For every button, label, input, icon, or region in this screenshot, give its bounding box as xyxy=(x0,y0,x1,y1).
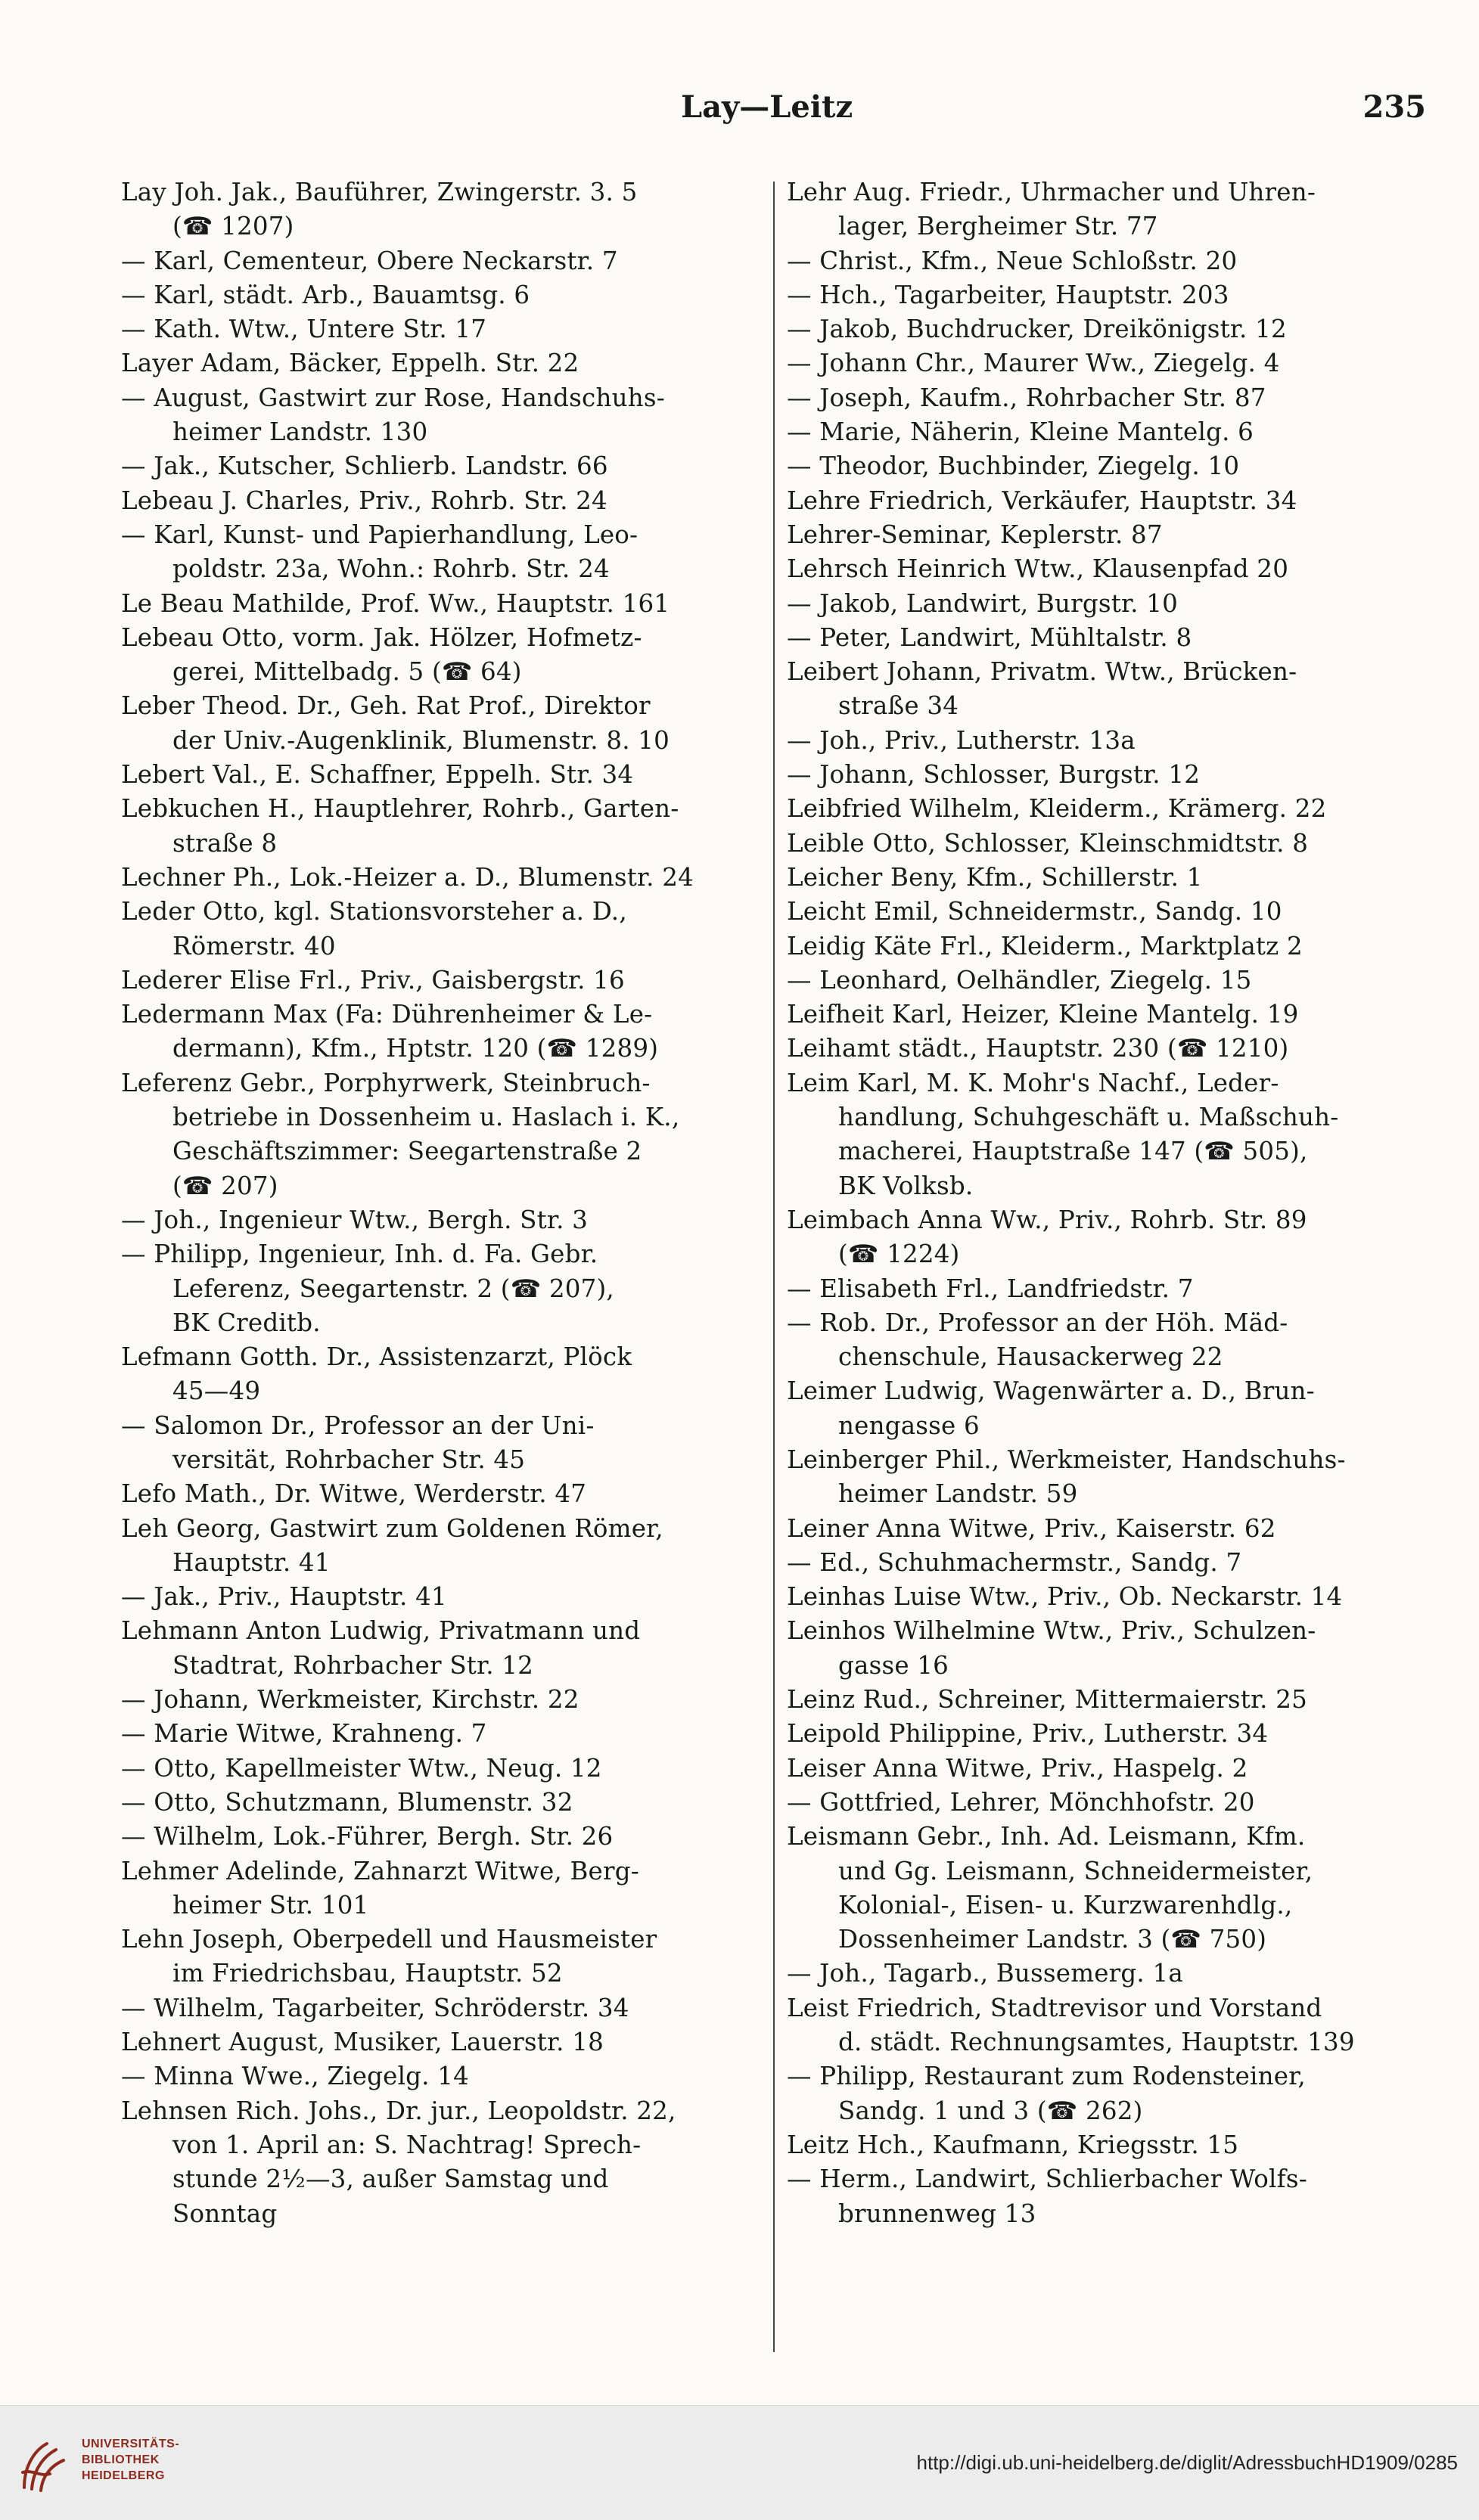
directory-entry-line: Lechner Ph., Lok.-Heizer a. D., Blumenstr. 24 xyxy=(121,862,694,892)
library-name-line: HEIDELBERG xyxy=(82,2469,165,2482)
source-url-link[interactable]: http://digi.ub.uni-heidelberg.de/diglit/AdressbuchHD1909/0285 xyxy=(916,2451,1458,2474)
directory-entry-line: Le Beau Mathilde, Prof. Ww., Hauptstr. 161 xyxy=(121,588,670,618)
directory-entry-line: Sonntag xyxy=(172,2199,278,2228)
directory-entry-line: lager, Bergheimer Str. 77 xyxy=(838,212,1158,241)
directory-entry-line: Leimbach Anna Ww., Priv., Rohrb. Str. 89 xyxy=(787,1205,1307,1234)
directory-entry-line: straße 8 xyxy=(172,828,278,858)
directory-entry-line: — Leonhard, Oelhändler, Ziegelg. 15 xyxy=(787,965,1252,995)
column-divider xyxy=(773,182,775,2352)
left-column xyxy=(121,175,764,2369)
directory-entry-line: — Otto, Schutzmann, Blumenstr. 32 xyxy=(121,1787,573,1817)
library-logo-icon xyxy=(17,2435,70,2495)
directory-entry-line: poldstr. 23a, Wohn.: Rohrb. Str. 24 xyxy=(172,554,610,584)
directory-entry-line: Leist Friedrich, Stadtrevisor und Vorstand xyxy=(787,1993,1322,2022)
directory-entry-line: Geschäftszimmer: Seegartenstraße 2 xyxy=(172,1137,642,1166)
directory-entry-line: — Minna Wwe., Ziegelg. 14 xyxy=(121,2062,469,2091)
directory-entry-line: Leicher Beny, Kfm., Schillerstr. 1 xyxy=(787,862,1203,892)
directory-entry-line: — Jak., Priv., Hauptstr. 41 xyxy=(121,1582,447,1612)
directory-entry-line: BK Volksb. xyxy=(838,1171,974,1200)
directory-entry-line: Leidig Käte Frl., Kleiderm., Marktplatz 2 xyxy=(787,931,1303,961)
directory-entry-line: Layer Adam, Bäcker, Eppelh. Str. 22 xyxy=(121,349,579,378)
directory-entry-line: Leinhos Wilhelmine Wtw., Priv., Schulzen- xyxy=(787,1616,1316,1646)
directory-entry-line: straße 34 xyxy=(838,691,959,721)
directory-entry-line: Lebeau Otto, vorm. Jak. Hölzer, Hofmetz- xyxy=(121,622,642,652)
directory-entry-line: Leiner Anna Witwe, Priv., Kaiserstr. 62 xyxy=(787,1513,1276,1543)
directory-entry-line: Leimer Ludwig, Wagenwärter a. D., Brun- xyxy=(787,1376,1315,1406)
directory-entry-line: — Wilhelm, Tagarbeiter, Schröderstr. 34 xyxy=(121,1993,629,2022)
directory-entry-line: Leferenz Gebr., Porphyrwerk, Steinbruch- xyxy=(121,1068,651,1097)
directory-entry-line: — Salomon Dr., Professor an der Uni- xyxy=(121,1411,595,1440)
directory-entry-line: handlung, Schuhgeschäft u. Maßschuh- xyxy=(838,1103,1339,1132)
directory-entry-line: — Ed., Schuhmachermstr., Sandg. 7 xyxy=(787,1547,1242,1577)
directory-entry-line: (☎ 1224) xyxy=(838,1240,960,1269)
directory-entry-line: Lay Joh. Jak., Bauführer, Zwingerstr. 3. 5 xyxy=(121,178,638,206)
directory-entry-line: Dossenheimer Landstr. 3 (☎ 750) xyxy=(838,1925,1267,1954)
directory-entry-line: Leferenz, Seegartenstr. 2 (☎ 207), xyxy=(172,1274,614,1303)
directory-entry-line: — Johann Chr., Maurer Ww., Ziegelg. 4 xyxy=(787,349,1280,378)
directory-entry-line: heimer Str. 101 xyxy=(172,1890,369,1919)
directory-entry-line: (☎ 1207) xyxy=(172,212,294,241)
directory-entry-line: Lehre Friedrich, Verkäufer, Hauptstr. 34 xyxy=(787,486,1297,515)
directory-entry-line: — Karl, Kunst- und Papierhandlung, Leo- xyxy=(121,520,639,549)
viewer-footer xyxy=(0,2405,1479,2520)
directory-entry-line: der Univ.-Augenklinik, Blumenstr. 8. 10 xyxy=(172,725,670,755)
directory-entry-line: Leihamt städt., Hauptstr. 230 (☎ 1210) xyxy=(787,1034,1289,1063)
directory-entry-line: — Otto, Kapellmeister Wtw., Neug. 12 xyxy=(121,1753,602,1783)
directory-entry-line: Leinberger Phil., Werkmeister, Handschuhs- xyxy=(787,1445,1346,1474)
directory-entry-line: heimer Landstr. 59 xyxy=(838,1479,1078,1509)
directory-entry-line: Leifheit Karl, Heizer, Kleine Mantelg. 19 xyxy=(787,1000,1299,1029)
page-title: Lay—Leitz xyxy=(681,89,853,125)
directory-entry-line: — Joh., Tagarb., Bussemerg. 1a xyxy=(787,1959,1183,1988)
directory-entry-line: BK Creditb. xyxy=(172,1308,321,1337)
directory-entry-line: — August, Gastwirt zur Rose, Handschuhs- xyxy=(121,383,665,412)
directory-entry-line: — Joh., Priv., Lutherstr. 13a xyxy=(787,725,1136,755)
directory-entry-line: Leismann Gebr., Inh. Ad. Leismann, Kfm. xyxy=(787,1822,1306,1851)
directory-entry-line: — Rob. Dr., Professor an der Höh. Mäd- xyxy=(787,1308,1288,1337)
directory-entry-line: Lehrsch Heinrich Wtw., Klausenpfad 20 xyxy=(787,554,1289,584)
directory-entry-line: Lehn Joseph, Oberpedell und Hausmeister xyxy=(121,1925,657,1954)
directory-entry-line: Leim Karl, M. K. Mohr's Nachf., Leder- xyxy=(787,1068,1279,1097)
directory-entry-line: — Johann, Schlosser, Burgstr. 12 xyxy=(787,760,1201,790)
directory-entry-line: Hauptstr. 41 xyxy=(172,1547,331,1577)
page-number: 235 xyxy=(1362,89,1426,125)
directory-entry-line: — Jakob, Landwirt, Burgstr. 10 xyxy=(787,588,1179,618)
directory-entry-line: — Wilhelm, Lok.-Führer, Bergh. Str. 26 xyxy=(121,1822,614,1851)
directory-entry-line: — Johann, Werkmeister, Kirchstr. 22 xyxy=(121,1685,579,1715)
directory-entry-line: 45—49 xyxy=(172,1376,261,1406)
directory-entry-line: gerei, Mittelbadg. 5 (☎ 64) xyxy=(172,657,522,687)
directory-entry-line: Lebert Val., E. Schaffner, Eppelh. Str. 34 xyxy=(121,760,634,790)
directory-entry-line: und Gg. Leismann, Schneidermeister, xyxy=(838,1856,1313,1885)
directory-entry-line: versität, Rohrbacher Str. 45 xyxy=(172,1445,526,1474)
directory-entry-line: Ledermann Max (Fa: Dührenheimer & Le- xyxy=(121,1000,653,1029)
directory-entry-line: Leible Otto, Schlosser, Kleinschmidtstr. 8 xyxy=(787,828,1309,858)
directory-entry-line: Leh Georg, Gastwirt zum Goldenen Römer, xyxy=(121,1513,663,1543)
directory-entry-line: Leipold Philippine, Priv., Lutherstr. 34 xyxy=(787,1719,1269,1749)
directory-entry-line: — Theodor, Buchbinder, Ziegelg. 10 xyxy=(787,452,1240,481)
directory-entry-line: Lehnsen Rich. Johs., Dr. jur., Leopoldstr. 22, xyxy=(121,2096,676,2125)
directory-entry-line: — Philipp, Ingenieur, Inh. d. Fa. Gebr. xyxy=(121,1240,598,1269)
directory-entry-line: macherei, Hauptstraße 147 (☎ 505), xyxy=(838,1137,1308,1166)
directory-entry-line: Stadtrat, Rohrbacher Str. 12 xyxy=(172,1650,534,1680)
directory-entry-line: — Hch., Tagarbeiter, Hauptstr. 203 xyxy=(787,280,1229,309)
directory-entry-line: — Karl, Cementeur, Obere Neckarstr. 7 xyxy=(121,246,618,275)
directory-entry-line: — Joseph, Kaufm., Rohrbacher Str. 87 xyxy=(787,383,1266,412)
directory-entry-line: von 1. April an: S. Nachtrag! Sprech- xyxy=(172,2130,642,2159)
directory-entry-line: gasse 16 xyxy=(838,1650,949,1680)
directory-entry-line: — Herm., Landwirt, Schlierbacher Wolfs- xyxy=(787,2165,1307,2194)
directory-entry-line: Leicht Emil, Schneidermstr., Sandg. 10 xyxy=(787,897,1282,926)
directory-entry-line: — Karl, städt. Arb., Bauamtsg. 6 xyxy=(121,280,530,309)
directory-entry-line: Leibert Johann, Privatm. Wtw., Brücken- xyxy=(787,657,1297,687)
running-head xyxy=(0,89,1479,135)
directory-entry-line: — Marie, Näherin, Kleine Mantelg. 6 xyxy=(787,417,1254,447)
directory-entry-line: — Elisabeth Frl., Landfriedstr. 7 xyxy=(787,1274,1194,1303)
directory-entry-line: — Peter, Landwirt, Mühltalstr. 8 xyxy=(787,622,1192,652)
directory-entry-line: d. städt. Rechnungsamtes, Hauptstr. 139 xyxy=(838,2028,1355,2057)
directory-entry-line: brunnenweg 13 xyxy=(838,2199,1036,2228)
right-column xyxy=(787,175,1445,2369)
directory-entry-line: Römerstr. 40 xyxy=(172,931,336,961)
library-name xyxy=(82,2436,179,2484)
directory-entry-line: Leber Theod. Dr., Geh. Rat Prof., Direktor xyxy=(121,691,651,721)
directory-entry-line: — Jakob, Buchdrucker, Dreikönigstr. 12 xyxy=(787,315,1287,344)
directory-entry-line: Leinhas Luise Wtw., Priv., Ob. Neckarstr. 14 xyxy=(787,1582,1343,1612)
directory-entry-line: — Kath. Wtw., Untere Str. 17 xyxy=(121,315,487,344)
directory-entry-line: Lebeau J. Charles, Priv., Rohrb. Str. 24 xyxy=(121,486,607,515)
directory-entry-line: — Philipp, Restaurant zum Rodensteiner, xyxy=(787,2062,1306,2091)
directory-entry-line: Leitz Hch., Kaufmann, Kriegsstr. 15 xyxy=(787,2130,1239,2159)
directory-entry-line: nengasse 6 xyxy=(838,1411,980,1440)
library-name-line: BIBLIOTHEK xyxy=(82,2453,160,2466)
directory-entry-line: Lehnert August, Musiker, Lauerstr. 18 xyxy=(121,2028,604,2057)
directory-entry-line: betriebe in Dossenheim u. Haslach i. K., xyxy=(172,1103,680,1132)
directory-entry-line: Sandg. 1 und 3 (☎ 262) xyxy=(838,2096,1143,2125)
directory-entry-line: Leinz Rud., Schreiner, Mittermaierstr. 25 xyxy=(787,1685,1307,1715)
directory-entry-line: Lefo Math., Dr. Witwe, Werderstr. 47 xyxy=(121,1479,587,1509)
directory-entry-line: heimer Landstr. 130 xyxy=(172,417,428,447)
directory-entry-line: — Jak., Kutscher, Schlierb. Landstr. 66 xyxy=(121,452,608,481)
directory-entry-line: Leder Otto, kgl. Stationsvorsteher a. D., xyxy=(121,897,627,926)
directory-entry-line: — Gottfried, Lehrer, Mönchhofstr. 20 xyxy=(787,1787,1255,1817)
directory-entry-line: Lehr Aug. Friedr., Uhrmacher und Uhren- xyxy=(787,178,1316,206)
directory-entry-line: Lebkuchen H., Hauptlehrer, Rohrb., Garten- xyxy=(121,794,679,824)
directory-entry-line: — Joh., Ingenieur Wtw., Bergh. Str. 3 xyxy=(121,1205,589,1234)
directory-entry-line: dermann), Kfm., Hptstr. 120 (☎ 1289) xyxy=(172,1034,659,1063)
directory-entry-line: Lehmann Anton Ludwig, Privatmann und xyxy=(121,1616,641,1646)
directory-entry-line: Lederer Elise Frl., Priv., Gaisbergstr. 16 xyxy=(121,965,625,995)
directory-entry-line: (☎ 207) xyxy=(172,1171,278,1200)
directory-entry-line: stunde 2½—3, außer Samstag und xyxy=(172,2165,609,2194)
directory-entry-line: Leiser Anna Witwe, Priv., Haspelg. 2 xyxy=(787,1753,1248,1783)
directory-entry-line: — Marie Witwe, Krahneng. 7 xyxy=(121,1719,487,1749)
directory-entry-line: Lehmer Adelinde, Zahnarzt Witwe, Berg- xyxy=(121,1856,639,1885)
directory-entry-line: Kolonial-, Eisen- u. Kurzwarenhdlg., xyxy=(838,1890,1293,1919)
directory-entry-line: Lehrer-Seminar, Keplerstr. 87 xyxy=(787,520,1163,549)
directory-entry-line: im Friedrichsbau, Hauptstr. 52 xyxy=(172,1959,563,1988)
library-name-line: UNIVERSITÄTS- xyxy=(82,2438,180,2450)
directory-entry-line: Leibfried Wilhelm, Kleiderm., Krämerg. 22 xyxy=(787,794,1327,824)
directory-entry-line: Lefmann Gotth. Dr., Assistenzarzt, Plöck xyxy=(121,1342,632,1372)
directory-entry-line: — Christ., Kfm., Neue Schloßstr. 20 xyxy=(787,246,1238,275)
directory-entry-line: chenschule, Hausackerweg 22 xyxy=(838,1342,1223,1372)
